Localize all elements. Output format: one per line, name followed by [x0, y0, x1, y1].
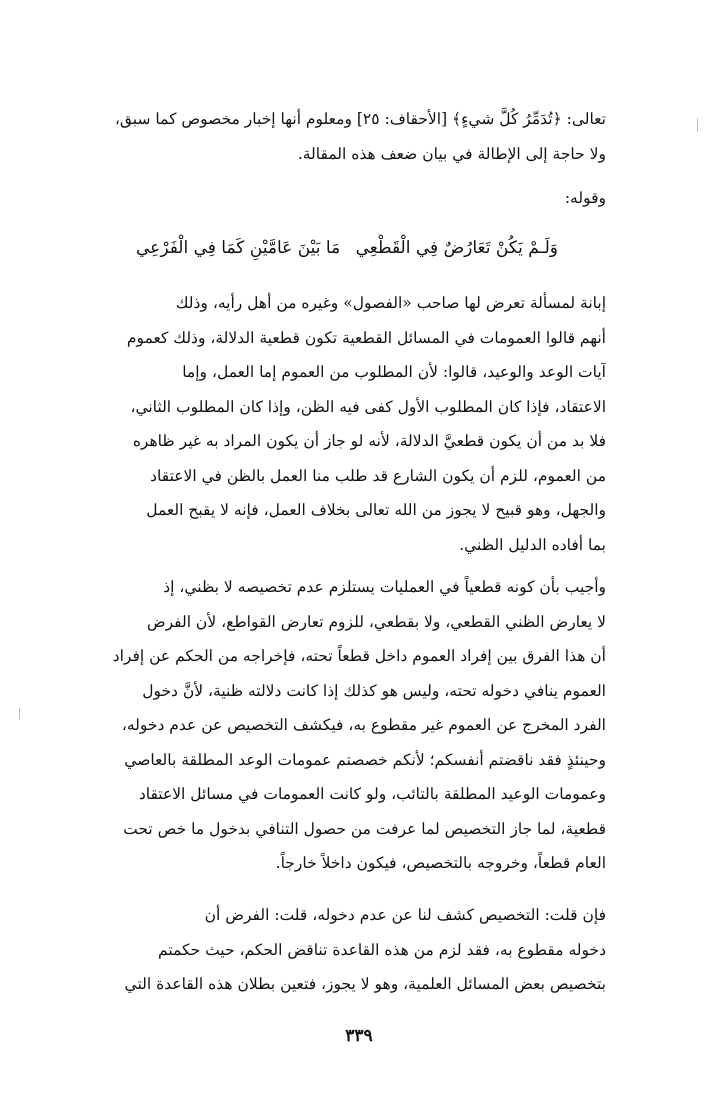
paragraph-line: الفرد المخرج عن العموم غير مقطوع به، فيكشف التخصيص عن عدم دخوله، — [121, 716, 606, 734]
paragraph-line: وأجيب بأن كونه قطعياً في العمليات يستلزم عدم تخصيصه لا بظني، إذ — [163, 578, 606, 596]
verse-second-hemistich: مَا بَيْنَ عَامَّيْنِ كَمَا فِي الْفَرْعِي — [136, 238, 341, 258]
page-number: ٣٣٩ — [345, 1026, 373, 1046]
paragraph-line: وحينئذٍ فقد ناقضتم أنفسكم؛ لأنكم خصصتم عمومات الوعد المطلقة بالعاصي — [124, 750, 606, 769]
poem-verse — [86, 228, 606, 268]
paragraph-line: أن هذا الفرق بين إفراد العموم داخل قطعاً تحته، فإخراجه من الحكم عن إفراد — [112, 647, 606, 665]
paragraph-quran-citation — [86, 102, 606, 171]
paragraph-line: أنهم قالوا العمومات في المسائل القطعية تكون قطعية الدلالة، وذلك كعموم — [126, 328, 606, 347]
paragraph-line: العام قطعاً، وخروجه بالتخصيص، فيكون داخلاً خارجاً. — [275, 854, 606, 872]
paragraph-objection — [86, 898, 606, 1002]
paragraph-verse-intro — [86, 181, 606, 216]
paragraph-line: وعمومات الوعيد المطلقة بالتائب، ولو كانت العمومات في مسائل الاعتقاد — [138, 785, 606, 803]
paragraph-line: فإن قلت: التخصيص كشف لنا عن عدم دخوله، قلت: الفرض أن — [204, 906, 606, 924]
paragraph-line: العموم ينافي دخوله تحته، وليس هو كذلك إذا كانت دلالته ظنية، لأنَّ دخول — [142, 681, 606, 700]
paragraph-response — [86, 570, 606, 881]
paragraph-line: دخوله مقطوع به، فقد لزم من هذه القاعدة تناقض الحكم، حيث حكمتم — [158, 940, 606, 959]
paragraph-line: بما أفاده الدليل الظني. — [459, 535, 606, 554]
paragraph-line: من العموم، للزم أن يكون الشارع قد طلب منا العمل بالظن في الاعتقاد — [150, 466, 606, 485]
paragraph-line: وقوله: — [564, 189, 606, 207]
paragraph-line: إبانة لمسألة تعرض لها صاحب «الفصول» وغيره من أهل رأيه، وذلك — [175, 294, 606, 312]
paragraph-line: فلا بد من أن يكون قطعيَّ الدلالة، لأنه لو جاز أن يكون المراد به غير ظاهره — [132, 432, 606, 450]
paragraph-line: الاعتقاد، فإذا كان المطلوب الأول كفى فيه الظن، وإذا كان المطلوب الثاني، — [130, 397, 606, 416]
verse-first-hemistich: وَلَـمْ يَكُنْ تَعَارُضٌ فِي الْقَطْعِي — [355, 238, 558, 258]
paragraph-explanation — [86, 286, 606, 562]
margin-mark — [19, 708, 20, 720]
paragraph-line: قطعية، لما جاز التخصيص لما عرفت من حصول التنافي بدخول ما خص تحت — [123, 819, 606, 838]
paragraph-line: بتخصيص بعض المسائل العلمية، وهو لا يجوز، فتعين بطلان هذه القاعدة التي — [124, 975, 606, 993]
paragraph-line: لا يعارض الظني القطعي، ولا بقطعي، للزوم تعارض القواطع، لأن الفرض — [146, 612, 606, 631]
paragraph-line: تعالى: ﴿تُدَمِّرُ كُلَّ شيءٍ﴾ [الأحقاف: ٢٥] ومعلوم أنها إخبار مخصوص كما سبق، — [114, 110, 606, 128]
margin-mark — [697, 118, 698, 132]
paragraph-line: آيات الوعد والوعيد، قالوا: لأن المطلوب من العموم إما العمل، وإما — [182, 363, 606, 381]
paragraph-line: ولا حاجة إلى الإطالة في بيان ضعف هذه المقالة. — [297, 144, 606, 163]
paragraph-line: والجهل، وهو قبيح لا يجوز من الله تعالى بخلاف العمل، فإنه لا يقبح العمل — [146, 501, 606, 519]
